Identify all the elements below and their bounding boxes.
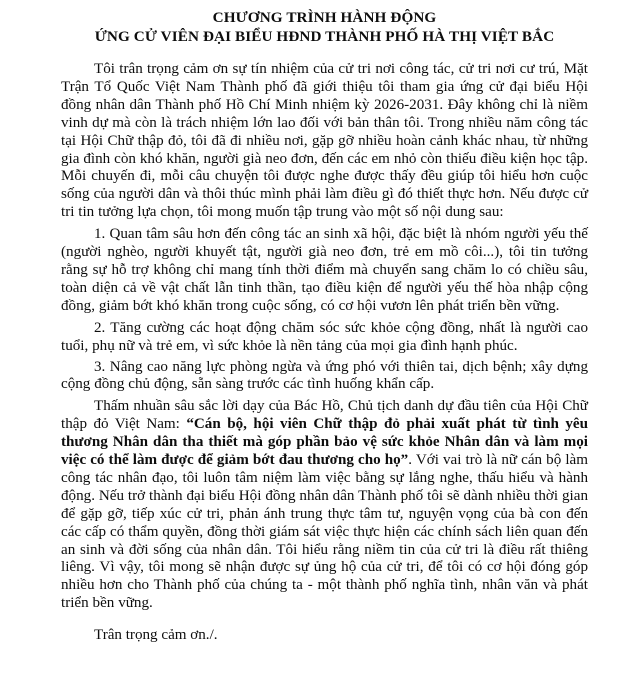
paragraph-point-2: 2. Tăng cường các hoạt động chăm sóc sức khỏe cộng đồng, nhất là người cao tuổi, phụ nữ và trẻ em, vì sức khỏe là nền tảng của mọi gia đình hạnh phúc. (61, 319, 588, 354)
document-title (61, 8, 588, 46)
document-body (61, 8, 588, 645)
paragraph-closing: Trân trọng cảm ơn./. (94, 627, 218, 644)
document-content (61, 61, 588, 645)
quote-intro-text: Thấm nhuần sâu sắc lời dạy của Bác Hồ, Chủ tịch danh dự đầu tiên của Hội Chữ thập đỏ Việt Nam: (61, 398, 588, 433)
document-title-line-1: CHƯƠNG TRÌNH HÀNH ĐỘNG (212, 9, 437, 26)
paragraph-point-1: 1. Quan tâm sâu hơn đến công tác an sinh xã hội, đặc biệt là nhóm người yếu thế (người nghèo, người khuyết tật, người già neo đơn, trẻ em mồ côi...), tôi tin tưởng rằng sự hỗ trợ không chỉ mang tính thời điểm mà chuyển sang chăm lo có chiều sâu, toàn diện cả về vật chất lẫn tinh thần, tạo điều kiện để người yếu thế hòa nhập cộng đồng, giảm bớt khó khăn trong cuộc sống, có cơ hội vươn lên phát triển bền vững. (61, 226, 588, 314)
paragraph-intro: Tôi trân trọng cảm ơn sự tín nhiệm của cử tri nơi công tác, cử tri nơi cư trú, Mặt Trận Tổ Quốc Việt Nam Thành phố đã giới thiệu tôi tham gia ứng cử đại biểu Hội đồng nhân dân Thành phố Hồ Chí Minh nhiệm kỳ 2026-2031. Đây không chỉ là niềm vinh dự mà còn là trách nhiệm lớn lao đối với bản thân tôi. Trong nhiều năm công tác tại Hội Chữ thập đỏ, tôi đã đi nhiều nơi, gặp gỡ nhiều hoàn cảnh khác nhau, từ những gia đình còn khó khăn, người già neo đơn, đến các em nhỏ còn thiếu điều kiện học tập. Mỗi chuyến đi, mỗi câu chuyện tôi được nghe được thấy đều giúp tôi hiểu hơn cuộc sống của người dân và thôi thúc mình phải làm điều gì đó thiết thực hơn. Nếu được cử tri tin tưởng lựa chọn, tôi mong muốn tập trung vào một số nội dung sau: (61, 61, 588, 221)
quote-bold-text: “Cán bộ, hội viên Chữ thập đỏ phải xuất phát từ tình yêu thương Nhân dân tha thiết mà góp phần bảo vệ sức khỏe Nhân dân và làm mọi việc có thể làm được để giảm bớt đau thương cho họ” (61, 416, 588, 469)
paragraph-quote (61, 398, 588, 613)
document-title-line-2: ỨNG CỬ VIÊN ĐẠI BIỂU HĐND THÀNH PHỐ HÀ THỊ VIỆT BẮC (94, 28, 555, 45)
quote-after-text: . Với vai trò là nữ cán bộ làm công tác nhân đạo, tôi luôn tâm niệm làm việc bằng sự lắng nghe, thấu hiểu và hành động. Nếu trở thành đại biểu Hội đồng nhân dân Thành phố tôi sẽ dành nhiều thời gian để gặp gỡ, tiếp xúc cử tri, phản ánh trung thực tâm tư, nguyện vọng của bà con đến các cấp có thẩm quyền, đồng thời giám sát việc thực hiện các chính sách liên quan đến an sinh và đời sống của nhân dân. Tôi hiểu rằng niềm tin của cử tri là điều rất thiêng liêng. Vì vậy, tôi mong sẽ nhận được sự ủng hộ của cử tri, để tôi có cơ hội đóng góp nhiều hơn cho Thành phố của chúng ta - một thành phố nghĩa tình, nhân văn và phát triển bền vững. (61, 452, 588, 612)
paragraph-point-3: 3. Nâng cao năng lực phòng ngừa và ứng phó với thiên tai, dịch bệnh; xây dựng cộng đồng chủ động, sẵn sàng trước các tình huống khẩn cấp. (61, 358, 588, 393)
